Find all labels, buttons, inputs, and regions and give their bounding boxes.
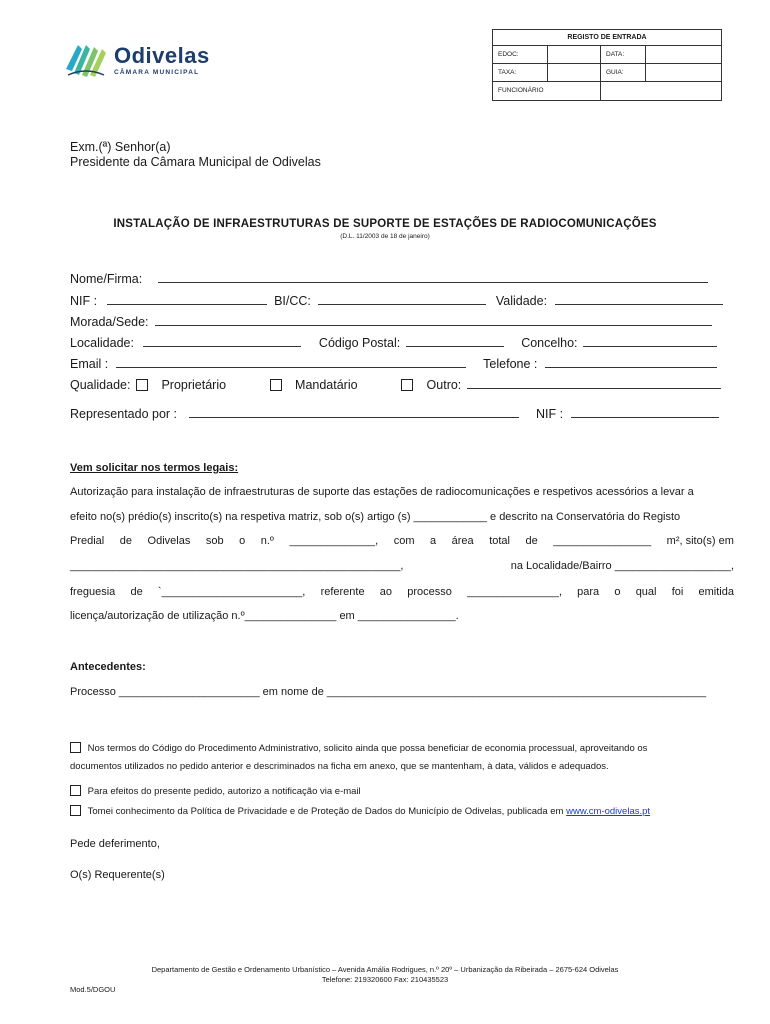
word: emitida <box>698 586 734 598</box>
requerente: O(s) Requerente(s) <box>70 869 165 881</box>
solicitar-line4 <box>70 560 734 572</box>
nif-field[interactable] <box>107 294 267 305</box>
proprietario-label: Proprietário <box>161 378 227 392</box>
odivelas-emblem-icon <box>62 39 110 81</box>
data-field[interactable] <box>646 46 721 63</box>
solicitar-line5 <box>70 586 734 598</box>
outro-label: Outro: <box>426 378 462 392</box>
privacidade-row <box>70 805 650 817</box>
nome-label: Nome/Firma: <box>70 272 143 286</box>
guia-label: GUIA: <box>601 64 646 81</box>
validade-label: Validade: <box>495 294 548 308</box>
word: o <box>239 535 246 547</box>
cpa-checkbox[interactable] <box>70 742 81 753</box>
nif-row <box>70 294 723 308</box>
word: freguesia <box>70 586 116 598</box>
area-field[interactable]: ________________ <box>553 535 652 547</box>
word: ao <box>379 586 393 598</box>
antecedentes-heading: Antecedentes: <box>70 661 146 673</box>
localidade-label: Localidade: <box>70 336 134 350</box>
footer-contacts: Telefone: 219320600 Fax: 210435523 <box>321 975 449 984</box>
word: n.º <box>260 535 274 547</box>
taxa-label: TAXA: <box>493 64 548 81</box>
addressee-line2: Presidente da Câmara Municipal de Odivelas <box>70 155 321 169</box>
registo-number-field[interactable]: ______________, <box>289 535 379 547</box>
cpa-text-1: Nos termos do Código do Procedimento Administrativo, solicito ainda que possa beneficiar de economia processual, aproveitando os <box>87 743 648 754</box>
email-notif-row <box>70 785 361 797</box>
cpa-row <box>70 742 647 754</box>
funcionario-label: FUNCIONÁRIO <box>493 82 601 100</box>
telefone-field[interactable] <box>545 357 717 368</box>
word: para <box>577 586 600 598</box>
solicitar-line2: efeito no(s) prédio(s) inscrito(s) na respetiva matriz, sob o(s) artigo (s) ____________ e descrito na Conservatória do Registo <box>70 511 681 523</box>
outro-checkbox[interactable] <box>401 379 413 391</box>
solicitar-line6: licença/autorização de utilização n.º_______________ em ________________. <box>70 610 459 622</box>
word: sob <box>205 535 224 547</box>
representado-row <box>70 407 719 421</box>
logo-subtitle: CÂMARA MUNICIPAL <box>114 68 200 76</box>
footer-address: Departamento de Gestão e Ordenamento Urbanístico – Avenida Amália Rodrigues, n.º 20º – Urbanização da Ribeirada – 2675-624 Odivelas <box>151 965 619 974</box>
bicc-label: BI/CC: <box>274 294 311 308</box>
word: de <box>525 535 538 547</box>
nome-field[interactable] <box>158 272 708 283</box>
word: a <box>430 535 437 547</box>
footer-mod: Mod.5/DGOU <box>70 985 116 994</box>
word: foi <box>671 586 684 598</box>
representado-label: Representado por : <box>70 407 178 421</box>
concelho-label: Concelho: <box>521 336 578 350</box>
pede-deferimento: Pede deferimento, <box>70 838 160 850</box>
word: de <box>119 535 133 547</box>
document-title: INSTALAÇÃO DE INFRAESTRUTURAS DE SUPORTE DE ESTAÇÕES DE RADIOCOMUNICAÇÕES <box>113 218 657 230</box>
solicitar-line3 <box>70 535 734 547</box>
edoc-field[interactable] <box>548 46 601 63</box>
email-field[interactable] <box>116 357 466 368</box>
word: Predial <box>70 535 105 547</box>
data-label: DATA: <box>601 46 646 63</box>
word: qual <box>635 586 657 598</box>
funcionario-field[interactable] <box>601 82 721 100</box>
proprietario-checkbox[interactable] <box>136 379 148 391</box>
solicitar-line1: Autorização para instalação de infraestruturas de suporte das estações de radiocomunicações e respetivos acessórios a levar a <box>70 486 694 498</box>
telefone-label: Telefone : <box>483 357 538 371</box>
word: referente <box>320 586 365 598</box>
concelho-field[interactable] <box>583 336 717 347</box>
word: total <box>489 535 510 547</box>
guia-field[interactable] <box>646 64 721 81</box>
nif2-field[interactable] <box>571 407 719 418</box>
qualidade-row <box>70 378 721 392</box>
registo-title: REGISTO DE ENTRADA <box>493 30 721 46</box>
word: processo <box>407 586 452 598</box>
word: o <box>614 586 621 598</box>
odivelas-logo <box>62 38 232 82</box>
representado-field[interactable] <box>189 407 519 418</box>
addressee-line1: Exm.(ª) Senhor(a) <box>70 140 171 154</box>
cpa-text-2: documentos utilizados no pedido anterior e descriminados na ficha em anexo, que se mantenham, à data, válidos e adequados. <box>70 761 609 772</box>
edoc-label: EDOC: <box>493 46 548 63</box>
localidade-field[interactable] <box>143 336 301 347</box>
processo-field[interactable]: _______________, <box>467 586 562 598</box>
mandatario-label: Mandatário <box>295 378 358 392</box>
email-notif-text: Para efeitos do presente pedido, autorizo a notificação via e-mail <box>87 786 361 797</box>
document-subtitle: (D.L. 11/2003 de 18 de janeiro) <box>340 233 430 240</box>
registo-entrada-box <box>492 29 722 101</box>
email-label: Email : <box>70 357 109 371</box>
antecedentes-processo: Processo _______________________ em nome de ______________________________________________________________ <box>70 686 707 698</box>
localidade-bairro[interactable]: na Localidade/Bairro ___________________, <box>510 560 734 572</box>
codigo-postal-label: Código Postal: <box>318 336 401 350</box>
privacidade-text: Tomei conhecimento da Política de Privacidade e de Proteção de Dados do Município de Odivelas, publicada em <box>87 806 564 817</box>
word: com <box>393 535 415 547</box>
privacidade-checkbox[interactable] <box>70 805 81 816</box>
morada-field[interactable] <box>155 315 712 326</box>
mandatario-checkbox[interactable] <box>270 379 282 391</box>
logo-name: Odivelas <box>114 42 210 68</box>
solicitar-heading: Vem solicitar nos termos legais: <box>70 462 239 474</box>
localidade-row <box>70 336 717 350</box>
email-row <box>70 357 717 371</box>
word: Odivelas <box>147 535 191 547</box>
morada-label: Morada/Sede: <box>70 315 149 329</box>
qualidade-label: Qualidade: <box>70 378 131 392</box>
outro-field[interactable] <box>467 378 721 389</box>
word: m², sito(s) em <box>666 535 734 547</box>
word: área <box>451 535 474 547</box>
freguesia-field[interactable]: `_______________________, <box>157 586 306 598</box>
email-notif-checkbox[interactable] <box>70 785 81 796</box>
codigo-postal-field[interactable] <box>406 336 504 347</box>
cm-odivelas-link[interactable]: www.cm-odivelas.pt <box>566 806 651 817</box>
word: de <box>130 586 143 598</box>
sito-field[interactable]: ______________________________________________________, <box>70 560 404 572</box>
addressee <box>70 140 321 170</box>
taxa-field[interactable] <box>548 64 601 81</box>
nome-row <box>70 272 708 286</box>
morada-row <box>70 315 712 329</box>
nif-label: NIF : <box>70 294 98 308</box>
nif2-label: NIF : <box>535 407 564 421</box>
bicc-field[interactable] <box>318 294 486 305</box>
validade-field[interactable] <box>555 294 723 305</box>
